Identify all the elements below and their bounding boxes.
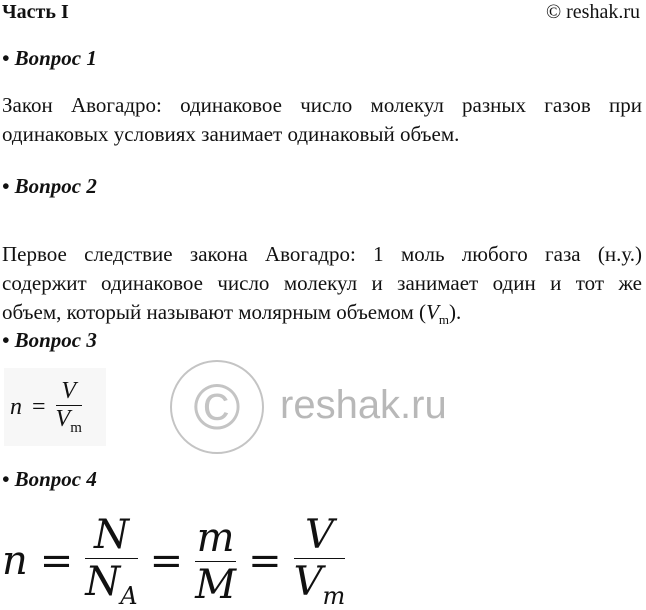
answer-1-line: Закон Авогадро: одинаковое число молекул разных газов при [2,93,642,117]
numerator: N [93,512,129,558]
den-var: N [85,559,121,605]
question-1-heading: • Вопрос 1 [2,46,97,70]
question-3-heading: • Вопрос 3 [2,328,97,352]
answer-2-line: содержит одинаковое число молекул и занимает один и тот же [2,271,642,295]
copyright: © reshak.ru [545,1,640,23]
denominator [56,406,82,437]
answer-1-line: одинаковых условиях занимает одинаковый объем. [2,122,460,146]
fraction [294,512,346,610]
den-sub: m [322,582,346,610]
den-var: V [293,559,323,605]
den-var: V [55,405,71,432]
denominator [294,559,346,610]
formula-var: n [2,538,28,584]
watermark-text: reshak.ru [280,383,447,427]
text: объем, который называют молярным объемом ( [2,300,427,324]
formula-eq: = [149,538,184,584]
numerator: m [196,514,235,561]
subscript: m [438,312,450,328]
formula-4 [2,512,345,610]
formula-eq: = [39,538,74,584]
fraction [85,512,137,610]
formula-3 [4,368,106,446]
watermark-seal: © [170,360,264,454]
numerator: V [305,512,334,558]
question-2-heading: • Вопрос 2 [2,174,97,198]
formula-eq: = [32,393,46,420]
den-sub: m [70,419,82,436]
formula-eq: = [248,538,282,584]
denominator [85,559,137,610]
denominator: M [195,561,237,608]
part-title: Часть I [2,1,69,23]
answer-2-line [2,300,642,332]
symbol: V [426,300,439,324]
fraction [56,378,82,437]
formula-var: n [10,393,22,420]
text: ). [449,300,462,324]
question-4-heading: • Вопрос 4 [2,467,97,491]
numerator: V [61,377,77,404]
fraction [195,515,236,608]
den-sub: A [120,582,138,610]
answer-2-line: Первое следствие закона Авогадро: 1 моль любого газа (н.у.) [2,242,642,266]
